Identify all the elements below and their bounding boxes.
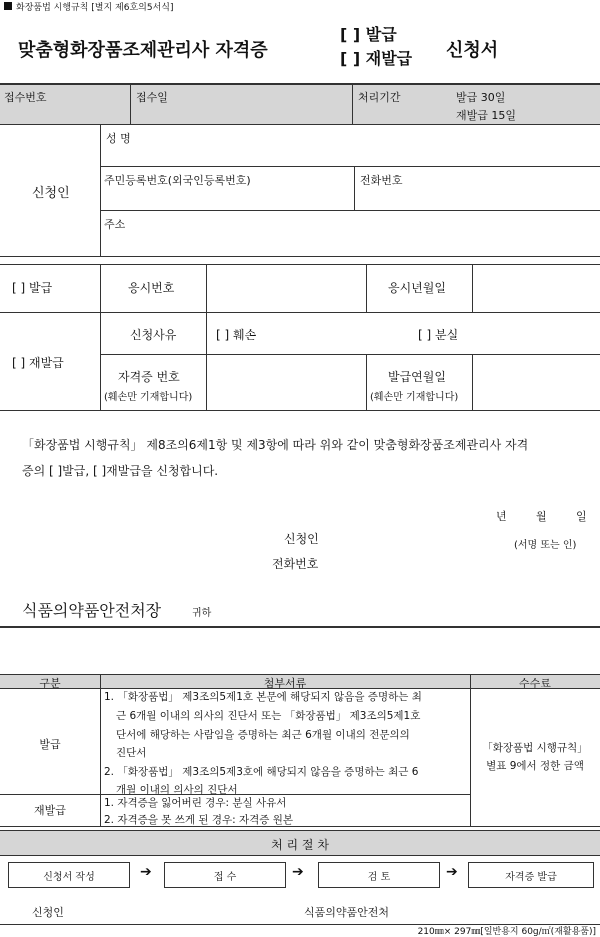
applicant-section-label: 신청인 bbox=[32, 186, 70, 201]
issue-date-label: 발급연월일 bbox=[388, 370, 446, 384]
arrow-right-icon: ➔ bbox=[292, 864, 304, 880]
attach-issue-line: 단서에 해당하는 사람임을 증명하는 최근 6개월 이내의 전문의의 bbox=[116, 729, 410, 741]
cert-no-label: 자격증 번호 bbox=[118, 370, 180, 384]
reason-damaged: [ ] 훼손 bbox=[216, 328, 257, 342]
rule bbox=[130, 84, 131, 124]
process-step-receive: 접 수 bbox=[164, 862, 286, 888]
title-suffix: 신청서 bbox=[446, 40, 499, 61]
footer-spec: 210㎜× 297㎜[일반용지 60g/㎡(재활용품)] bbox=[417, 927, 596, 937]
rule bbox=[352, 84, 353, 124]
rule bbox=[100, 166, 600, 167]
recipient-name: 식품의약품안전처장 bbox=[22, 601, 162, 620]
id-no-label: 주민등록번호(외국인등록번호) bbox=[104, 174, 251, 187]
rule bbox=[206, 312, 207, 410]
address-label: 주소 bbox=[104, 218, 126, 231]
attach-issue-line: 2. 「화장품법」 제3조의5제3호에 해당되지 않음을 증명하는 최근 6 bbox=[104, 766, 419, 778]
rule bbox=[472, 264, 473, 312]
sign-phone: 전화번호 bbox=[272, 557, 319, 571]
arrow-right-icon: ➔ bbox=[446, 864, 458, 880]
exam-date-label: 응시년월일 bbox=[388, 281, 446, 295]
rule bbox=[0, 855, 600, 856]
process-actor-applicant: 신청인 bbox=[32, 906, 64, 919]
rule bbox=[0, 410, 600, 411]
attach-issue-line: 진단서 bbox=[116, 747, 147, 759]
rule bbox=[472, 354, 473, 410]
rule bbox=[0, 626, 600, 628]
attach-fee-line1: 「화장품법 시행규칙」 bbox=[482, 742, 588, 754]
attach-reissue-line: 2. 자격증을 못 쓰게 된 경우: 자격증 원본 bbox=[104, 814, 294, 826]
attach-issue-line: 근 6개월 이내의 의사의 진단서 또는 「화장품법」 제3조의5제1호 bbox=[116, 710, 421, 722]
attach-reissue-label: 재발급 bbox=[34, 804, 66, 817]
processing-label: 처리기간 bbox=[358, 91, 401, 104]
processing-issue: 발급 30일 bbox=[456, 91, 506, 104]
exam-no-label: 응시번호 bbox=[128, 281, 175, 295]
name-label: 성 명 bbox=[106, 132, 131, 145]
rule bbox=[0, 83, 600, 85]
processing-reissue: 재발급 15일 bbox=[456, 109, 516, 122]
reason-lost: [ ] 분실 bbox=[418, 328, 459, 342]
cert-no-note: (훼손만 기재합니다) bbox=[104, 392, 193, 403]
process-step-issue: 자격증 발급 bbox=[468, 862, 594, 888]
rule bbox=[100, 264, 101, 410]
issue-date-note: (훼손만 기재합니다) bbox=[370, 392, 459, 403]
rule bbox=[0, 312, 600, 313]
issue-checkbox-label: [ ] 발급 bbox=[12, 281, 53, 295]
rule bbox=[100, 674, 101, 826]
rule bbox=[100, 354, 600, 355]
receipt-no-label: 접수번호 bbox=[4, 91, 47, 104]
rule bbox=[100, 124, 101, 256]
rule bbox=[206, 264, 207, 312]
attach-col-fee: 수수료 bbox=[519, 677, 551, 690]
rule bbox=[0, 256, 600, 257]
sign-note: (서명 또는 인) bbox=[514, 540, 577, 551]
attach-col-documents: 첨부서류 bbox=[263, 677, 307, 690]
title-option-issue: [ ] 발급 bbox=[340, 25, 397, 44]
process-title: 처 리 절 차 bbox=[271, 838, 329, 852]
reason-label: 신청사유 bbox=[130, 328, 177, 342]
attach-reissue-line: 1. 자격증을 잃어버린 경우: 분실 사유서 bbox=[104, 797, 287, 809]
attach-fee-line2: 별표 9에서 정한 금액 bbox=[486, 760, 584, 772]
date-month: 월 bbox=[536, 510, 547, 523]
date-day: 일 bbox=[576, 510, 587, 523]
statement-line1: 「화장품법 시행규칙」 제8조의6제1항 및 제3항에 따라 위와 같이 맞춤형화장품조제관리사 자격 bbox=[22, 438, 529, 452]
statement-line2: 증의 [ ]발급, [ ]재발급을 신청합니다. bbox=[22, 464, 219, 478]
form-title: 맞춤형화장품조제관리사 자격증 bbox=[18, 40, 268, 61]
recipient-honorific: 귀하 bbox=[192, 608, 212, 619]
rule bbox=[100, 210, 600, 211]
receipt-date-label: 접수일 bbox=[136, 91, 168, 104]
title-option-reissue: [ ] 재발급 bbox=[340, 49, 413, 68]
date-year: 년 bbox=[496, 510, 507, 523]
process-step-review: 검 토 bbox=[318, 862, 440, 888]
rule bbox=[366, 354, 367, 410]
rule bbox=[0, 264, 600, 265]
rule bbox=[366, 264, 367, 312]
rule bbox=[354, 166, 355, 210]
attach-col-division: 구분 bbox=[39, 677, 61, 690]
sign-applicant: 신청인 bbox=[284, 532, 319, 546]
rule bbox=[0, 826, 600, 827]
attach-issue-line: 개월 이내의 의사의 진단서 bbox=[116, 784, 238, 796]
process-actor-ministry: 식품의약품안전처 bbox=[304, 906, 390, 919]
phone-label: 전화번호 bbox=[360, 174, 403, 187]
arrow-right-icon: ➔ bbox=[140, 864, 152, 880]
attach-issue-line: 1. 「화장품법」 제3조의5제1호 본문에 해당되지 않음을 증명하는 최 bbox=[104, 691, 422, 703]
reissue-checkbox-label: [ ] 재발급 bbox=[12, 356, 64, 370]
form-ref: 화장품법 시행규칙 [별지 제6호의5서식] bbox=[16, 3, 174, 13]
attach-issue-label: 발급 bbox=[39, 738, 61, 751]
rule bbox=[0, 124, 600, 125]
process-step-apply: 신청서 작성 bbox=[8, 862, 130, 888]
form-ref-marker bbox=[4, 2, 12, 10]
